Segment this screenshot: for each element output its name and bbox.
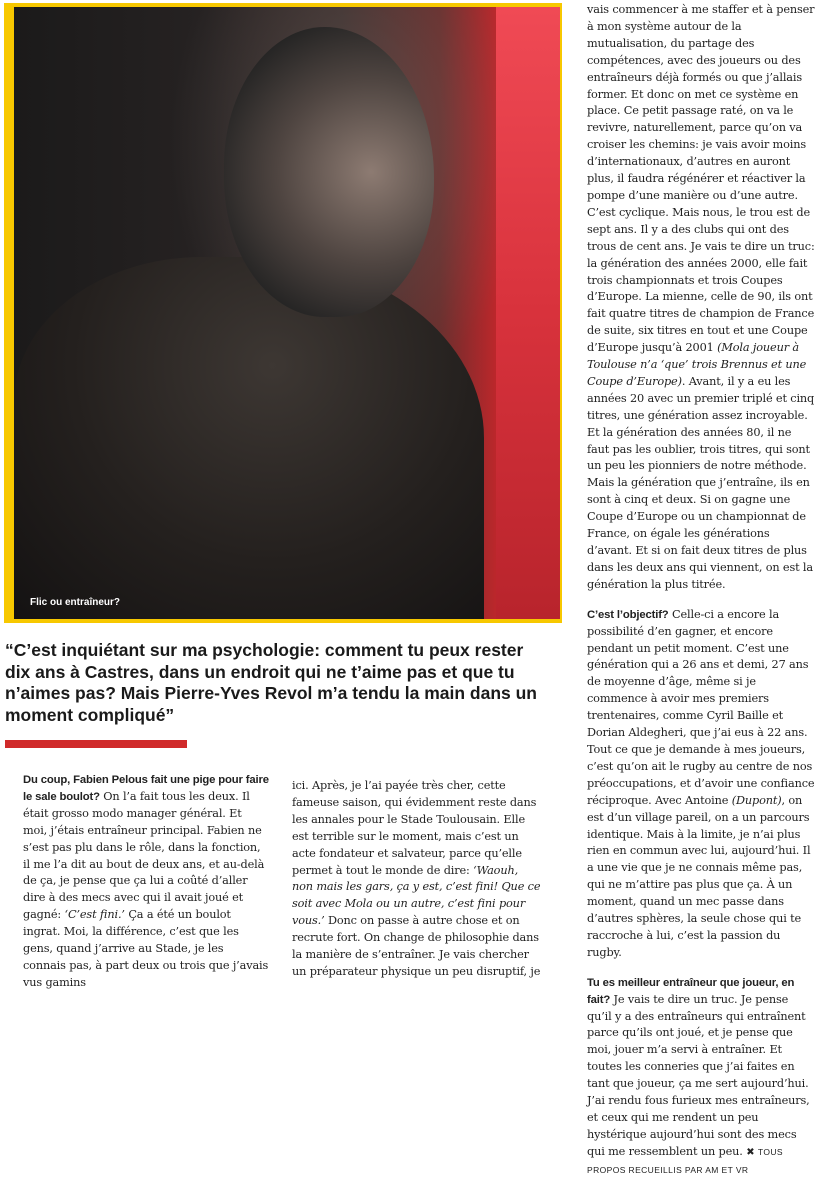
portrait-photo [14,7,560,619]
answer-italic: (Dupont) [731,793,782,807]
body-text-end: . Avant, il y a eu les années 20 avec un premier triplé et cinq titres, une génération assez incroyable. Et la génération des années 80, il ne faut pas les oublier, trois titres, qui sont un peu les pionniers de notre méthode. Mais la génération que j’entraîne, ils en sont à cinq et deux. Si on gagne une Coupe d’Europe ou un championnat de France, on égale les générations d’avant. Et si on fait deux titres de plus dans les deux ans qui viennent, on est la génération la plus titrée. [587,374,815,591]
photo-frame [4,3,562,623]
paragraph [587,607,815,962]
pull-quote: “C’est inquiétant sur ma psychologie: comment tu peux rester dix ans à Castres, dans un endroit qui ne t’aime pas et que tu n’aimes pas? Mais Pierre-Yves Revol m’a tendu la main dans un moment compliqué” [5,640,537,725]
paragraph-gap [587,962,815,975]
answer-italic: ‘C’est fini.’ [64,908,125,922]
body-italic: ‘Waouh, non mais les gars, ça y est, c’est fini! Que ce soit avec Mola ou un autre, c’est fini pour vous.’ [292,863,541,928]
end-mark-icon: ✖ [746,1146,755,1158]
sign-off: TOUS PROPOS RECUEILLIS PAR AM ET VR [587,1146,783,1175]
photo-caption: Flic ou entraîneur? [30,597,121,608]
body-text: ici. Après, je l’ai payée très cher, cette fameuse saison, qui évidemment reste dans les annales pour le Stade Toulousain. Elle est terrible sur le moment, mais c’est un acte fondateur et salvateur, parce qu’elle permet à tout le monde de dire: [292,779,537,877]
interview-question: C’est l’objectif? [587,608,669,621]
paragraph [23,772,269,992]
jacket-silhouette [14,257,484,619]
paragraph [587,975,815,1179]
article-column-2 [292,778,542,981]
body-italic: (Mola joueur à Toulouse n’a ‘que’ trois Brennus et une Coupe d’Europe) [587,341,807,388]
accent-bar [5,740,187,748]
answer-text-end: , on est d’un village pareil, on a un parcours identique. Mais à la limite, je n’ai plus rien en commun avec lui, aujourd’hui. Il a une vie que je ne connais même pas, qui ne m’attire pas plus que ça. À un moment, quand un mec passe dans d’autres sphères, la seule chose qui te raccroche à lui, c’est la passion du rugby. [587,793,811,959]
red-wall-panel [496,7,560,619]
article-column-3 [587,2,815,1179]
paragraph-gap [587,594,815,607]
paragraph [292,778,542,981]
answer-text-end: Ça a été un boulot ingrat. Moi, la différence, c’est que les gens, quand j’arrive au Stade, je les connais pas, à part deux ou trois que j’avais vus gamins [23,908,269,989]
paragraph [587,2,815,594]
answer-text: Celle-ci a encore la possibilité d’en gagner, et encore pendant un petit moment. C’est une génération qui a 26 ans et demi, 27 ans de moyenne d’âge, même si je commence à avoir mes premiers trentenaires, comme Cyril Baille et Dorian Aldegheri, que j’ai eus à 22 ans. Tout ce que je demande à mes joueurs, c’est qu’on ait le rugby au centre de nos préoccupations, et d’avoir une confiance réciproque. Avec Antoine [587,607,815,807]
answer-text: On l’a fait tous les deux. Il était grosso modo manager général. Et moi, j’étais entraîneur principal. Fabien ne s’est pas plu dans le rôle, dans la fonction, il me l’a dit au bout de deux ans, et au-delà de ça, je pense que ça lui a coûté d’aller dire à des mecs avec qui il avait joué et gagné: [23,789,265,922]
head-silhouette [224,27,434,317]
article-column-1 [23,772,269,992]
answer-text: Je vais te dire un truc. Je pense qu’il y a des entraîneurs qui entraînent parce qu’ils ont joué, et je pense que moi, jouer m’a servi à entraîner. Et toutes les conneries que j’ai faites en tant que joueur, ça me sert aujourd’hui. J’ai rendu fous furieux mes entraîneurs, et ceux qui me rendent un peu hystérique aujourd’hui sont des mecs qui me ressemblent un peu. [587,992,810,1158]
body-text-end: Donc on passe à autre chose et on recrute fort. On change de philosophie dans la manière de s’entraîner. Je vais chercher un préparateur physique un peu disruptif, je [292,914,541,978]
interview-question: Du coup, Fabien Pelous fait une pige pour faire le sale boulot? [23,774,269,803]
interview-question: Tu es meilleur entraîneur que joueur, en fait? [587,976,795,1006]
body-text: vais commencer à me staffer et à penser à mon système autour de la mutualisation, du partage des compétences, avec des joueurs ou des entraîneurs déjà formés ou que j’allais former. Et donc on met ce système en place. Ce petit passage raté, on va le revivre, naturellement, parce qu’on va croiser les chemins: je vais avoir moins d’internationaux, d’autres en auront plus, il faudra régénérer et réactiver la pompe d’une manière ou d’une autre. C’est cyclique. Mais nous, le trou est de sept ans. Il y a des clubs qui ont des trous de cent ans. Je vais te dire un truc: la génération des années 2000, elle fait trois championnats et trois Coupes d’Europe. La mienne, celle de 90, ils ont fait quatre titres de champion de France de suite, six titres en tout et une Coupe d’Europe jusqu’à 2001 [587,3,815,355]
